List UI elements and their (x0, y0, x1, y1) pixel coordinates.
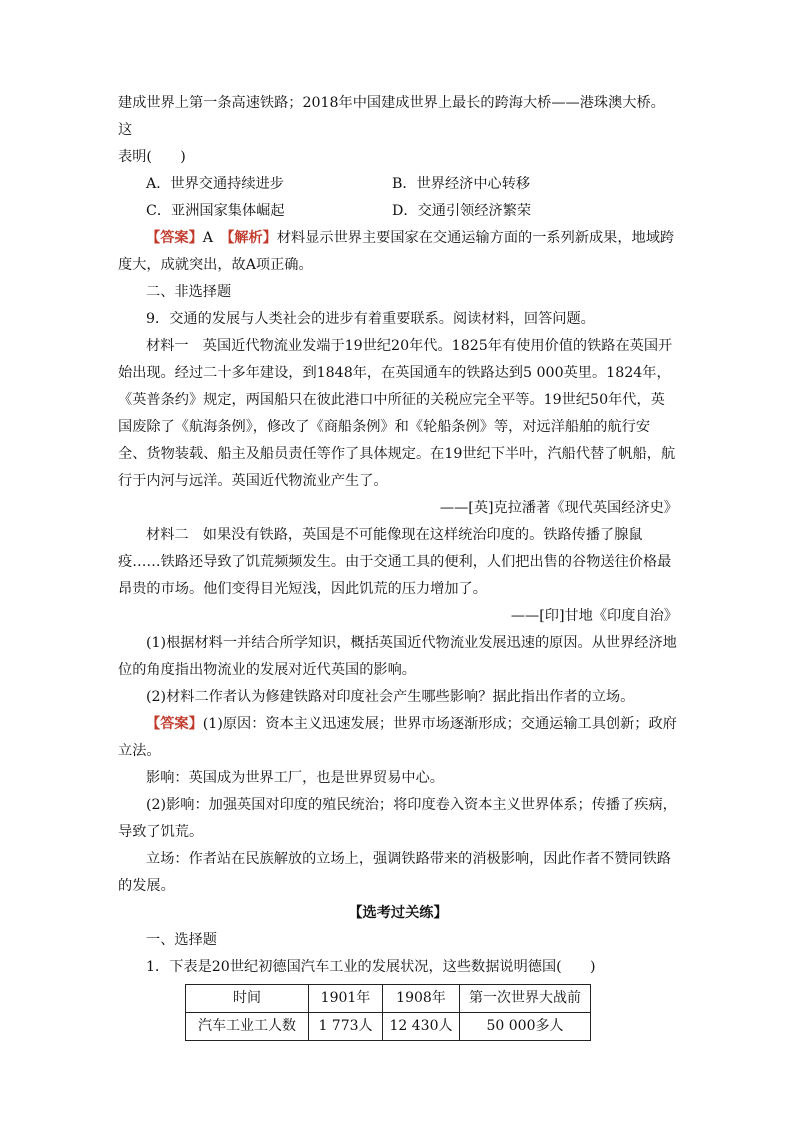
q9-sub1: (1)根据材料一并结合所学知识，概括英国近代物流业发展迅速的原因。从世界经济地位的角度指出物流业的发展对近代英国的影响。 (118, 635, 677, 678)
q9-material1: 材料一 英国近代物流业发端于19世纪20年代。1825年有使用价值的铁路在英国开始出现。经过二十多年建设，到1848年，在英国通车的铁路达到5 000英里。1824年，《英普条约》规定，两国船只在彼此港口中所征的关税应完全平等。19世纪50年代，英国废除了《航海条例》，修改了《商船条例》和《轮船条例》等，对远洋船舶的航行安全、货物装载、船主及船员责任等作了具体规定。在19世纪下半叶，汽船代替了帆船，航行于内河与远洋。英国近代物流业产生了。 (118, 338, 676, 489)
answer-tag: 【答案】 (146, 230, 203, 246)
q9-answer-effect: 影响：英国成为世界工厂，也是世界贸易中心。 (146, 770, 444, 786)
table-header-row (186, 985, 591, 1013)
data-table (185, 984, 591, 1041)
q9-material2: 材料二 如果没有铁路，英国是不可能像现在这样统治印度的。铁路传播了腺鼠疫……铁路还导致了饥荒频频发生。由于交通工具的便利，人们把出售的谷物送往价格最昂贵的市场。他们变得目光短浅，因此饥荒的压力增加了。 (118, 527, 672, 597)
practice-title: 【选考过关练】 (348, 905, 448, 921)
table-cell: 50 000多人 (460, 1013, 591, 1041)
table-cell: 1 773人 (309, 1013, 383, 1041)
q8-option-c: C．亚洲国家集体崛起 (146, 203, 285, 219)
q8-stem-line1: 建成世界上第一条高速铁路；2018年中国建成世界上最长的跨海大桥——港珠澳大桥。这 (118, 95, 665, 138)
analysis-tag: 【解析】 (227, 230, 277, 246)
q8-options (118, 171, 678, 225)
table-row (186, 1013, 591, 1041)
q9-answer-stance: 立场：作者站在民族解放的立场上，强调铁路带来的消极影响，因此作者不赞同铁路的发展。 (118, 851, 671, 894)
analysis-text: 材料显示世界主要国家在交通运输方面的一系列新成果，地域跨度大，成就突出，故A项正确。 (118, 230, 675, 273)
q1-stem: 1．下表是20世纪初德国汽车工业的发展状况，这些数据说明德国( ) (146, 959, 596, 975)
table-header-cell: 第一次世界大战前 (460, 985, 591, 1013)
q8-option-a: A．世界交通持续进步 (146, 176, 284, 192)
document-page (118, 90, 678, 1041)
section2-title: 二、非选择题 (146, 284, 232, 300)
q8-stem-line2: 表明( ) (118, 149, 186, 165)
q9-answer-2: (2)影响：加强英国对印度的殖民统治；将印度卷入资本主义世界体系；传播了疾病，导致了饥荒。 (118, 797, 677, 840)
q8-option-d: D．交通引领经济繁荣 (392, 203, 532, 219)
answer-reason: (1)原因：资本主义迅速发展；世界市场逐渐形成；交通运输工具创新；政府立法。 (118, 716, 677, 759)
answer-tag: 【答案】 (146, 716, 203, 732)
q9-source2: ——[印]甘地《印度自治》 (510, 608, 678, 624)
q9-sub2: (2)材料二作者认为修建铁路对印度社会产生哪些影响？据此指出作者的立场。 (146, 689, 635, 705)
table-header-cell: 时间 (186, 985, 309, 1013)
table-cell: 12 430人 (383, 1013, 460, 1041)
answer-value: A (202, 230, 228, 246)
table-header-cell: 1901年 (309, 985, 383, 1013)
table-cell: 汽车工业工人数 (186, 1013, 309, 1041)
section1-title: 一、选择题 (146, 932, 217, 948)
table-header-cell: 1908年 (383, 985, 460, 1013)
q8-option-b: B．世界经济中心转移 (392, 176, 531, 192)
q8-answer (118, 225, 678, 279)
q9-source1: ——[英]克拉潘著《现代英国经济史》 (439, 500, 678, 516)
q9-answer-1 (118, 711, 678, 765)
q9-stem: 9．交通的发展与人类社会的进步有着重要联系。阅读材料，回答问题。 (146, 311, 595, 327)
